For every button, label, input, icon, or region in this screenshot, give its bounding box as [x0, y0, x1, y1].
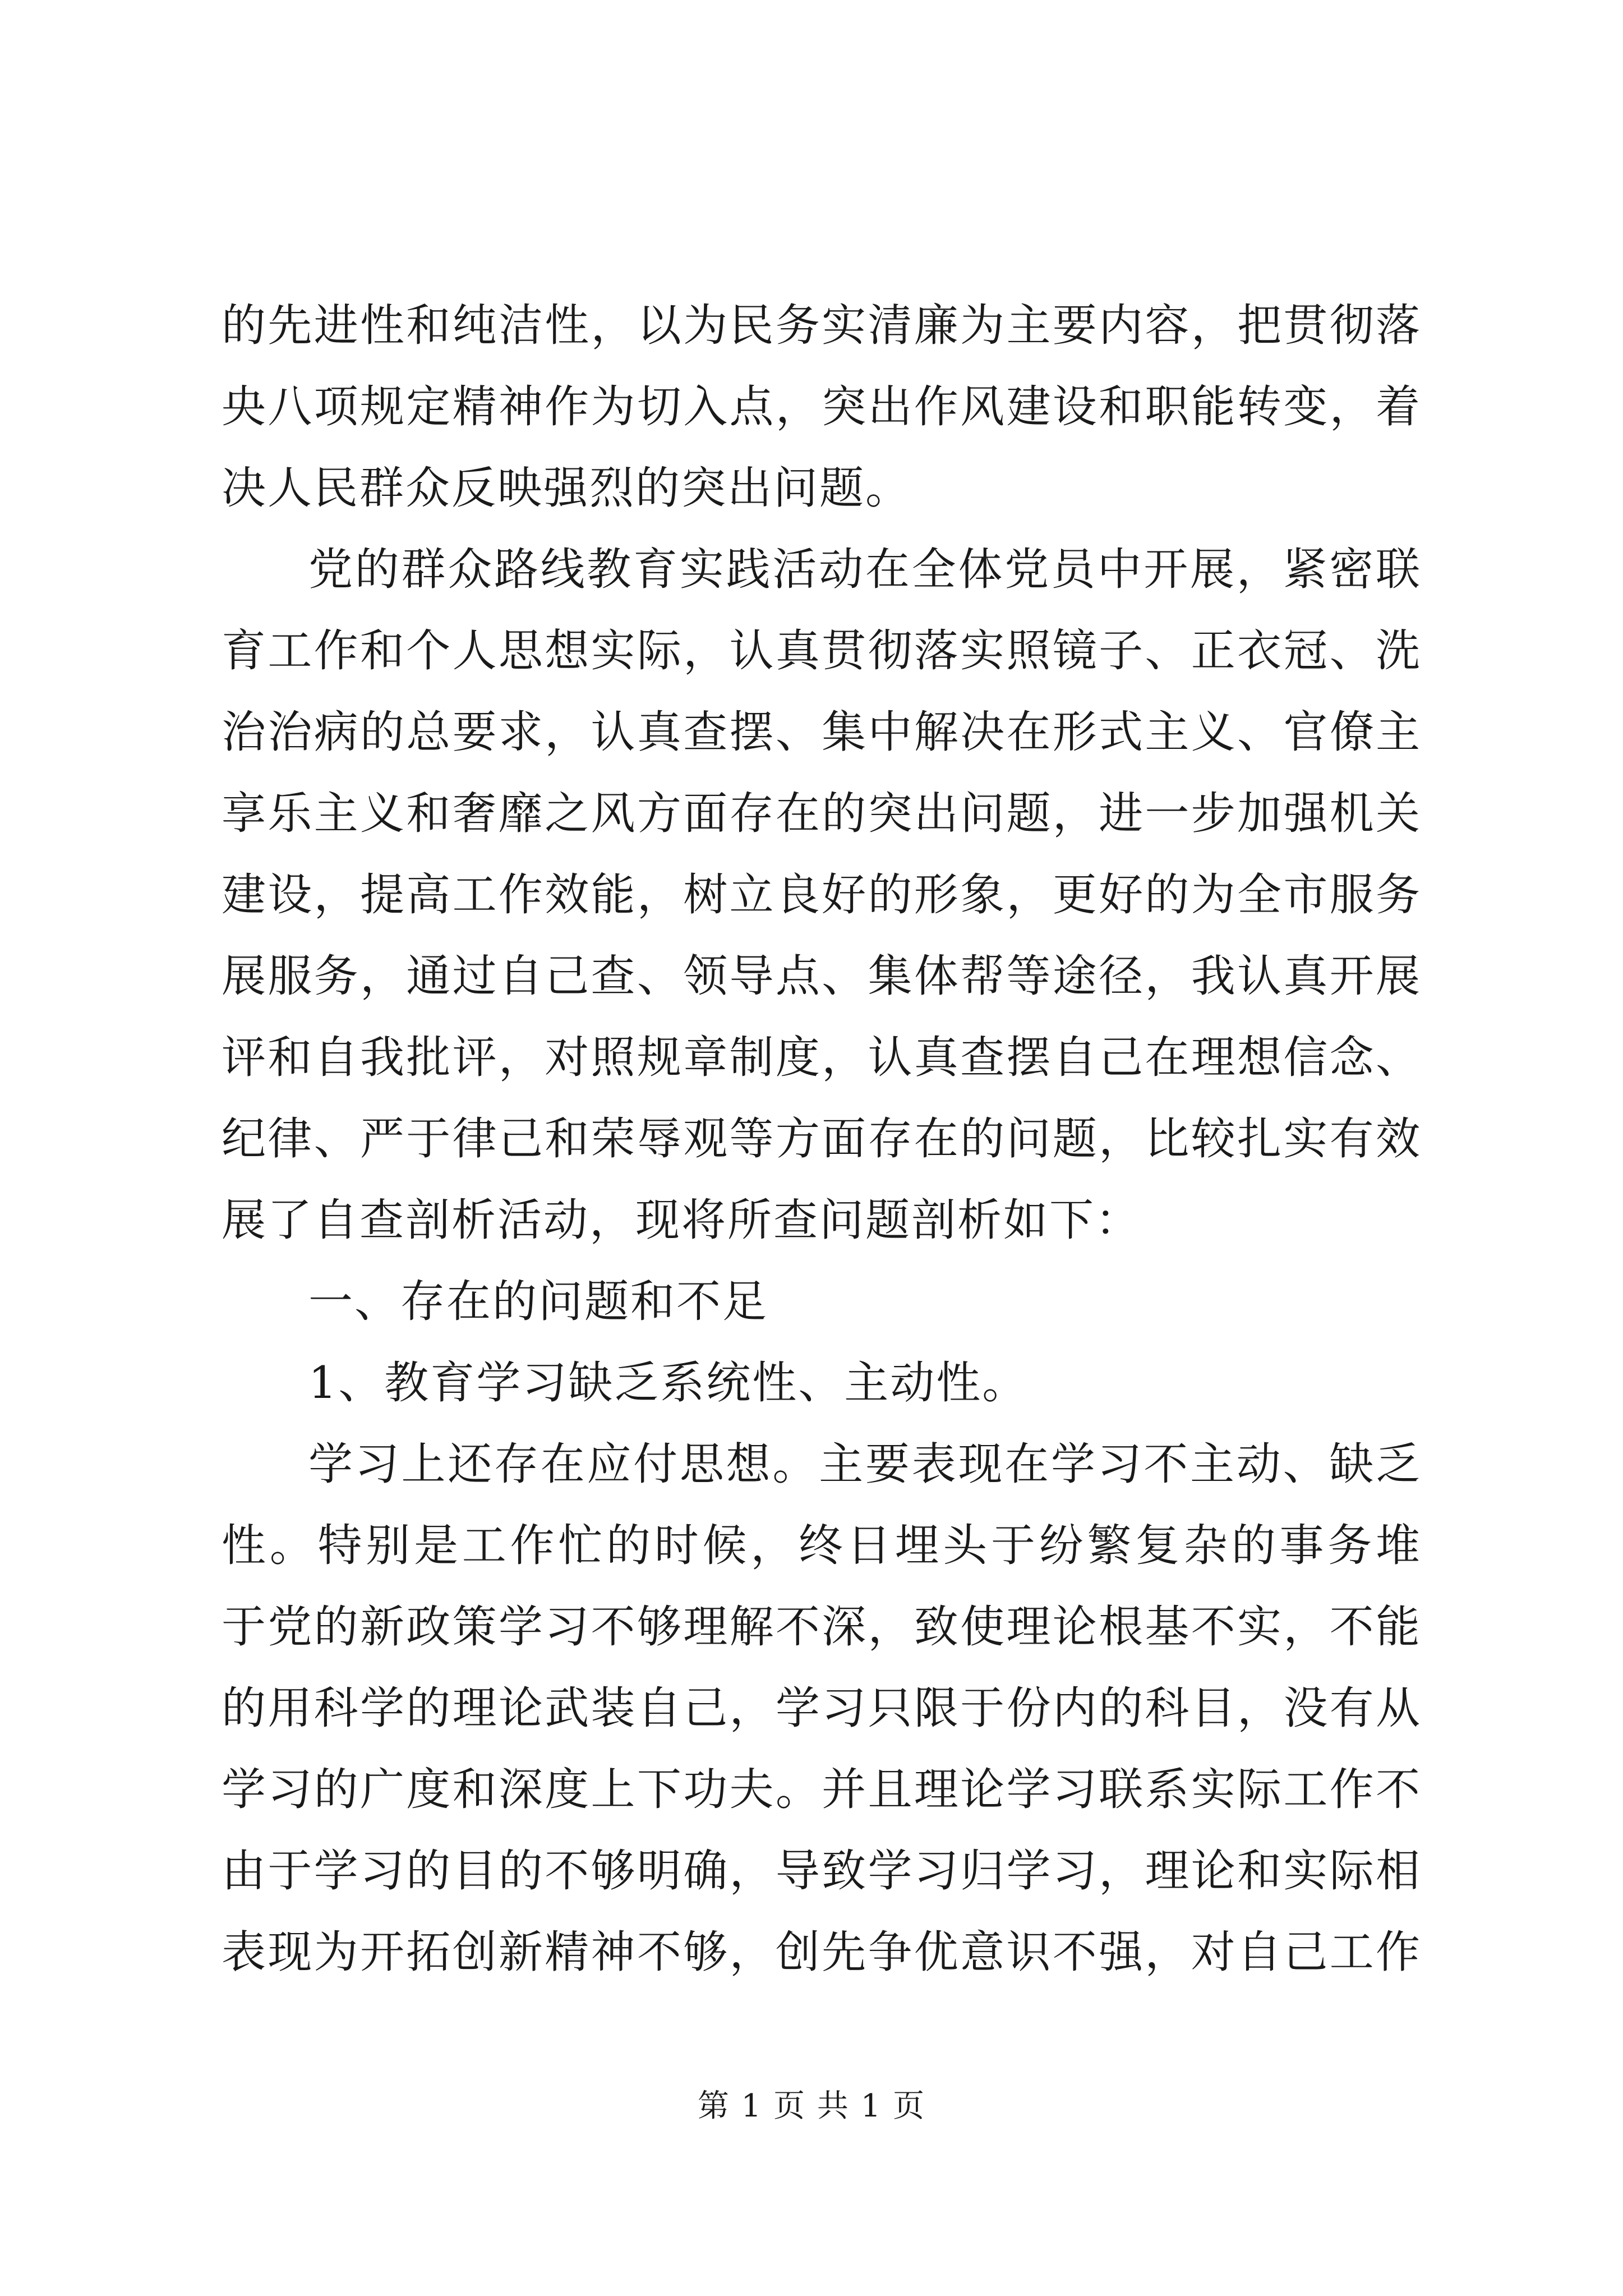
page-footer: 第 1 页 共 1 页 [697, 2088, 926, 2124]
body-line-3: 决人民群众反映强烈的突出问题。 [222, 462, 911, 514]
body-line-20: 由于学习的目的不够明确，导致学习归学习，理论和实际相 [222, 1845, 1422, 1897]
body-line-21: 表现为开拓创新精神不够，创先争优意识不强，对自己工作 [222, 1926, 1422, 1978]
body-line-10: 评和自我批评，对照规章制度，认真查摆自己在理想信念、 [222, 1032, 1422, 1083]
body-line-2: 央八项规定精神作为切入点，突出作风建设和职能转变，着 [222, 381, 1422, 432]
subsection-heading: 1、教育学习缺乏系统性、主动性。 [308, 1357, 1029, 1409]
body-line-4: 党的群众路线教育实践活动在全体党员中开展，紧密联 [308, 544, 1422, 595]
body-line-17: 于党的新政策学习不够理解不深，致使理论根基不实，不能 [222, 1601, 1422, 1653]
body-line-15: 学习上还存在应付思想。主要表现在学习不主动、缺乏 [308, 1438, 1422, 1490]
section-heading: 一、存在的问题和不足 [308, 1276, 768, 1327]
body-line-9: 展服务，通过自己查、领导点、集体帮等途径，我认真开展 [222, 950, 1422, 1002]
body-line-18: 的用科学的理论武装自己，学习只限于份内的科目，没有从 [222, 1682, 1422, 1734]
body-line-7: 享乐主义和奢靡之风方面存在的突出问题，进一步加强机关 [222, 788, 1422, 839]
body-line-5: 育工作和个人思想实际，认真贯彻落实照镜子、正衣冠、洗 [222, 625, 1422, 677]
body-line-6: 治治病的总要求，认真查摆、集中解决在形式主义、官僚主 [222, 706, 1422, 758]
body-line-8: 建设，提高工作效能，树立良好的形象，更好的为全市服务 [222, 869, 1422, 921]
body-line-11: 纪律、严于律己和荣辱观等方面存在的问题，比较扎实有效 [222, 1113, 1422, 1165]
body-line-12: 展了自查剖析活动，现将所查问题剖析如下： [222, 1194, 1141, 1246]
body-line-16: 性。特别是工作忙的时候，终日埋头于纷繁复杂的事务堆 [222, 1520, 1422, 1571]
body-line-1: 的先进性和纯洁性，以为民务实清廉为主要内容，把贯彻落 [222, 300, 1422, 351]
body-line-19: 学习的广度和深度上下功夫。并且理论学习联系实际工作不 [222, 1764, 1422, 1815]
